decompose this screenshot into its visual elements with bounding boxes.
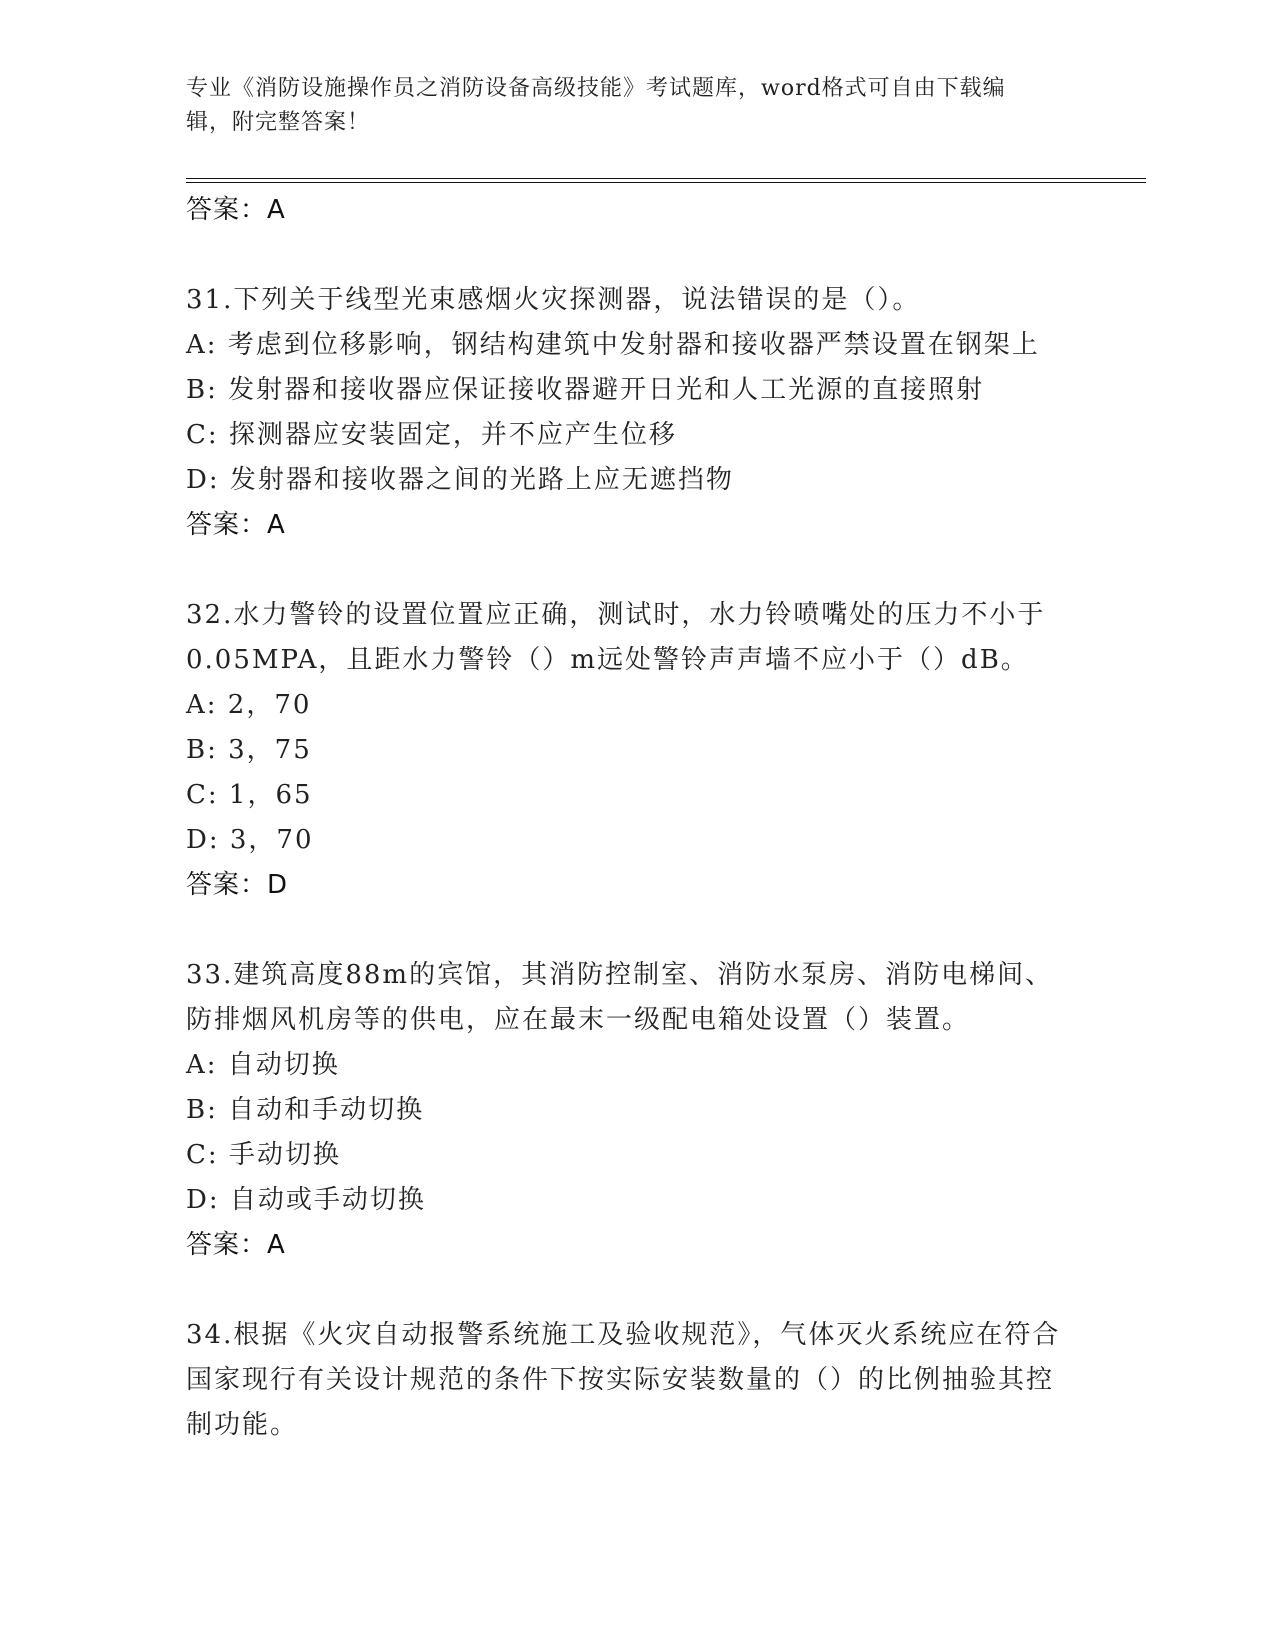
option-d: D: 自动或手动切换 — [186, 1185, 426, 1215]
question-list — [186, 188, 1086, 1448]
header-line-1: 专业《消防设施操作员之消防设备高级技能》考试题库，word格式可自由下载编 — [186, 76, 1006, 101]
question-33 — [186, 953, 1086, 1267]
option-c: C: 手动切换 — [186, 1140, 341, 1170]
option-a: A: 2，70 — [186, 690, 312, 720]
option-b: B: 自动和手动切换 — [186, 1095, 425, 1125]
option-c: C: 1，65 — [186, 780, 313, 810]
question-text: 31.下列关于线型光束感烟火灾探测器，说法错误的是（）。 — [186, 285, 921, 315]
question-answer: 答案：D — [186, 870, 289, 900]
header-line-2: 辑，附完整答案！ — [186, 110, 371, 135]
option-c: C: 探测器应安装固定，并不应产生位移 — [186, 420, 677, 450]
option-b: B: 发射器和接收器应保证接收器避开日光和人工光源的直接照射 — [186, 375, 985, 405]
question-31 — [186, 278, 1086, 547]
question-text: 32.水力警铃的设置位置应正确，测试时，水力铃喷嘴处的压力不小于0.05MPA，且距水力警铃（）m远处警铃声声墙不应小于（）dB。 — [186, 600, 1046, 675]
question-34 — [186, 1313, 1086, 1448]
header-divider — [186, 178, 1146, 183]
question-answer: 答案：A — [186, 510, 286, 540]
option-d: D: 发射器和接收器之间的光路上应无遮挡物 — [186, 465, 734, 495]
question-text: 34.根据《火灾自动报警系统施工及验收规范》，气体灭火系统应在符合国家现行有关设计规范的条件下按实际安装数量的（）的比例抽验其控制功能。 — [186, 1320, 1061, 1440]
question-answer: 答案：A — [186, 1230, 286, 1260]
option-a: A: 自动切换 — [186, 1050, 340, 1080]
question-text: 33.建筑高度88m的宾馆，其消防控制室、消防水泵房、消防电梯间、防排烟风机房等的供电，应在最末一级配电箱处设置（）装置。 — [186, 960, 1054, 1035]
document-header — [186, 72, 1066, 140]
previous-answer: 答案：A — [186, 195, 286, 225]
option-d: D: 3，70 — [186, 825, 314, 855]
option-b: B: 3，75 — [186, 735, 312, 765]
option-a: A: 考虑到位移影响，钢结构建筑中发射器和接收器严禁设置在钢架上 — [186, 330, 1040, 360]
question-32 — [186, 593, 1086, 907]
